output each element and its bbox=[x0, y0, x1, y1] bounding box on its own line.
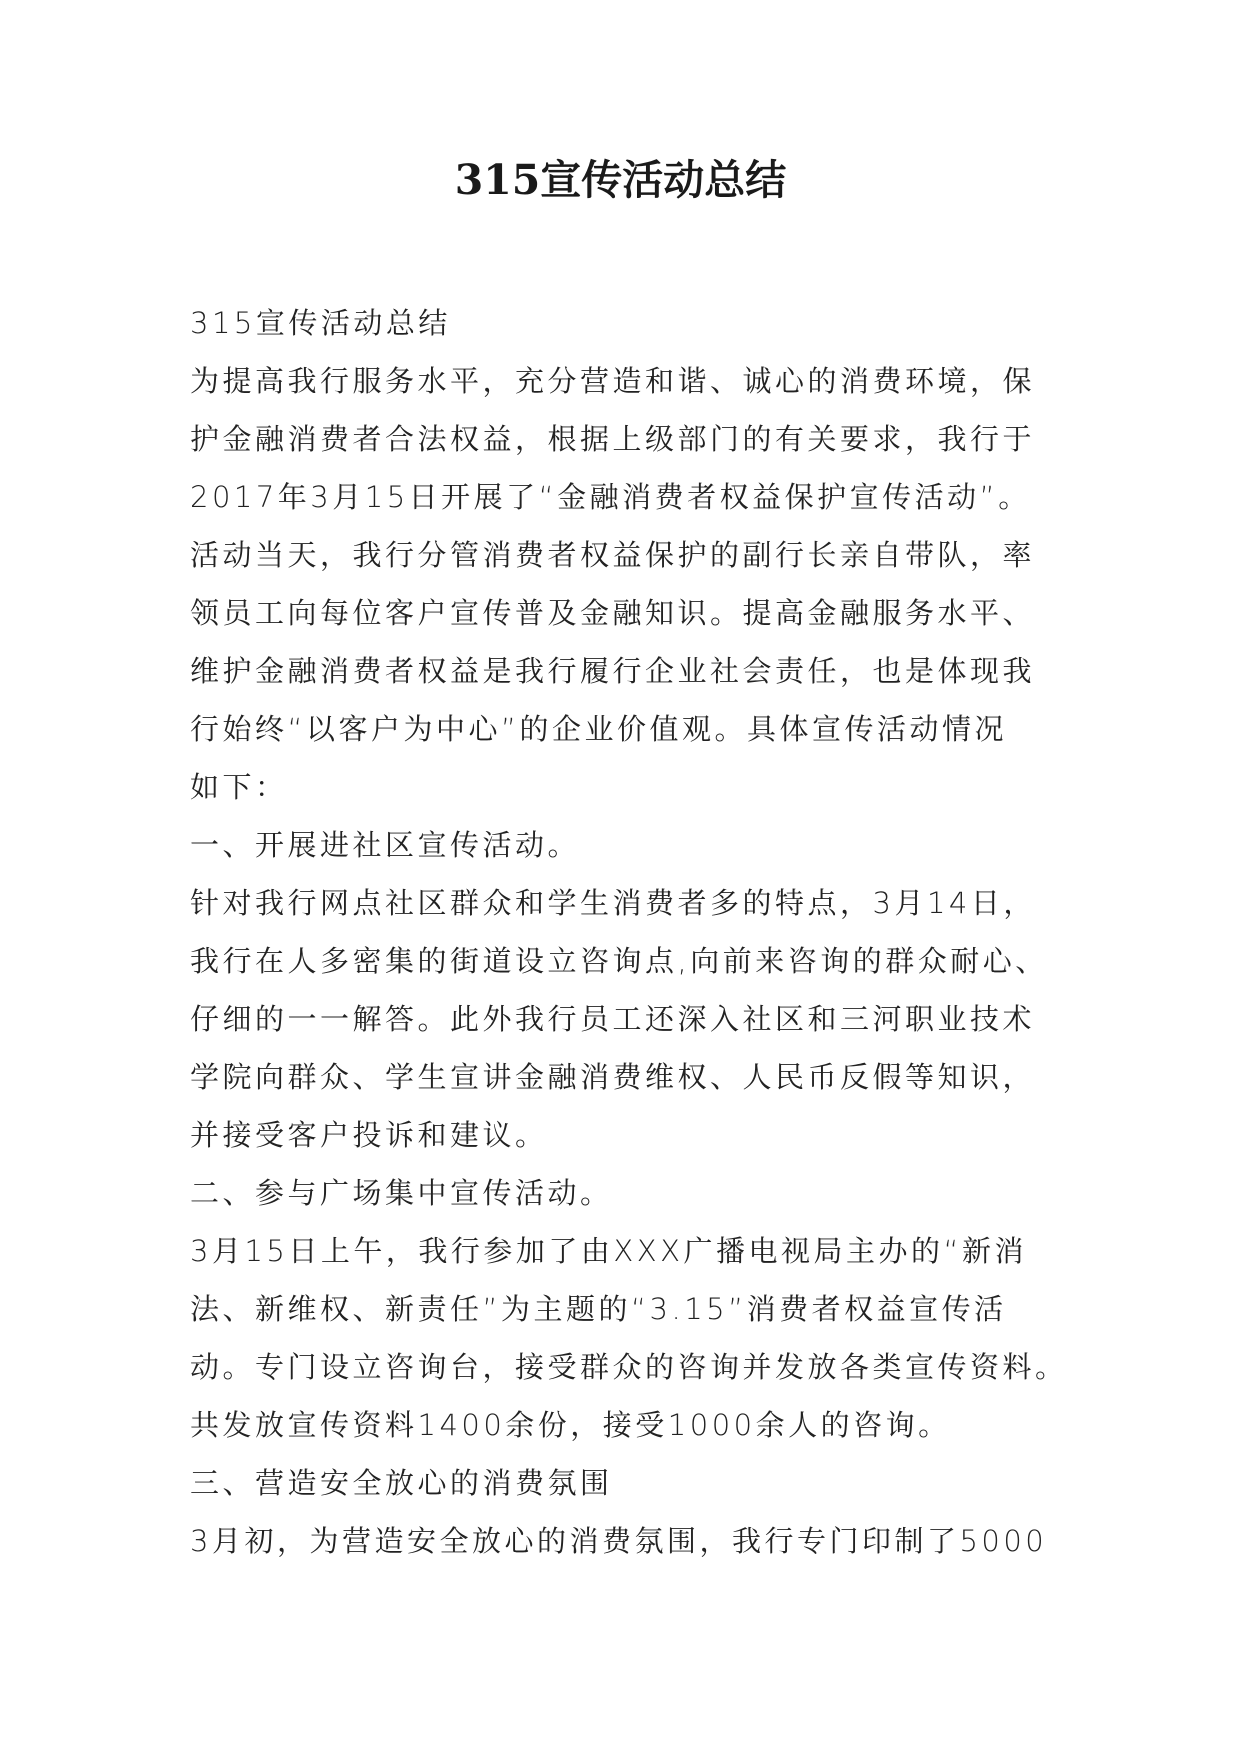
body-line: 领员工向每位客户宣传普及金融知识。提高金融服务水平、 bbox=[190, 596, 1036, 630]
body-line: 法、新维权、新责任”为主题的“3.15”消费者权益宣传活 bbox=[190, 1292, 1007, 1326]
body-line: 维护金融消费者权益是我行履行企业社会责任，也是体现我 bbox=[190, 654, 1036, 688]
body-line: 315宣传活动总结 bbox=[190, 306, 451, 340]
body-line: 活动当天，我行分管消费者权益保护的副行长亲自带队，率 bbox=[190, 538, 1036, 572]
body-line: 并接受客户投诉和建议。 bbox=[190, 1118, 548, 1152]
section-heading: 一、开展进社区宣传活动。 bbox=[190, 828, 581, 862]
section-heading: 三、营造安全放心的消费氛围 bbox=[190, 1466, 613, 1500]
body-line: 如下： bbox=[190, 770, 288, 804]
body-line: 动。专门设立咨询台，接受群众的咨询并发放各类宣传资料。 bbox=[190, 1350, 1068, 1384]
body-line: 3月初，为营造安全放心的消费氛围，我行专门印制了5000 bbox=[190, 1524, 1048, 1558]
section-heading: 二、参与广场集中宣传活动。 bbox=[190, 1176, 613, 1210]
body-line: 为提高我行服务水平，充分营造和谐、诚心的消费环境，保 bbox=[190, 364, 1036, 398]
body-line: 针对我行网点社区群众和学生消费者多的特点，3月14日， bbox=[190, 886, 1036, 920]
body-line: 仔细的一一解答。此外我行员工还深入社区和三河职业技术 bbox=[190, 1002, 1036, 1036]
body-line: 我行在人多密集的街道设立咨询点,向前来咨询的群众耐心、 bbox=[190, 944, 1048, 978]
body-line: 行始终“以客户为中心”的企业价值观。具体宣传活动情况 bbox=[190, 712, 1008, 746]
document-body bbox=[190, 294, 1070, 1570]
body-line: 共发放宣传资料1400余份，接受1000余人的咨询。 bbox=[190, 1408, 951, 1442]
body-line: 学院向群众、学生宣讲金融消费维权、人民币反假等知识， bbox=[190, 1060, 1036, 1094]
document-title: 315宣传活动总结 bbox=[454, 156, 787, 204]
body-line: 3月15日上午，我行参加了由XXX广播电视局主办的“新消 bbox=[190, 1234, 1027, 1268]
body-line: 护金融消费者合法权益，根据上级部门的有关要求，我行于 bbox=[190, 422, 1036, 456]
body-line: 2017年3月15日开展了“金融消费者权益保护宣传活动”。 bbox=[190, 480, 1031, 514]
